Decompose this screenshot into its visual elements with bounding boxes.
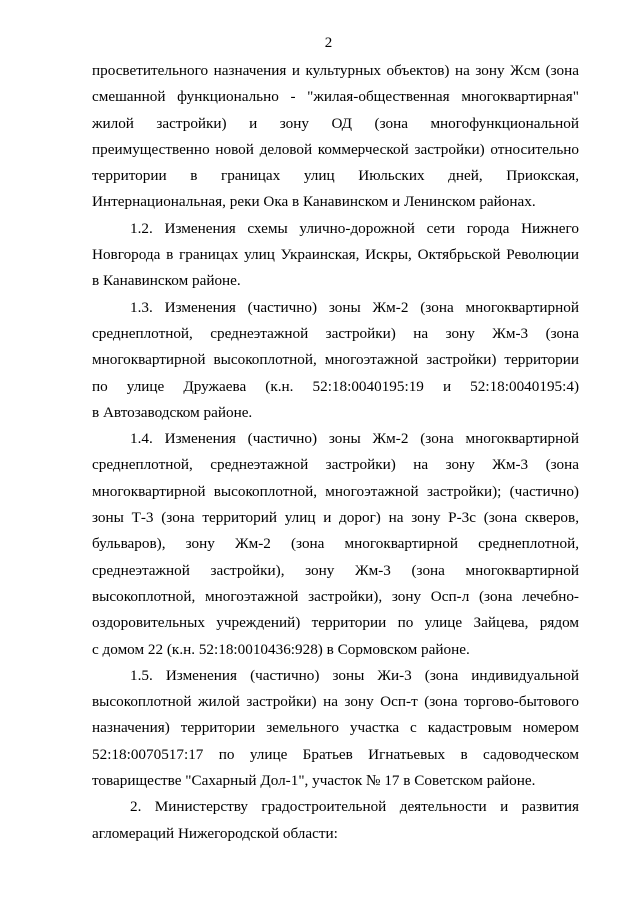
text-line: по улице Дружаева (к.н. 52:18:0040195:19 и 52:18:0040195:4) (92, 377, 579, 395)
document-page (92, 34, 579, 847)
text-line: Интернациональная, реки Ока в Канавинском и Ленинском районах. (92, 193, 536, 211)
text-line: многоквартирной высокоплотной, многоэтажной застройки); (частично) (92, 482, 579, 500)
text-line: среднеэтажной застройки), зону Жм-3 (зона многоквартирной (92, 561, 579, 579)
document-body (92, 58, 579, 847)
paragraph-intro-continuation (92, 58, 579, 216)
text-line: 1.4. Изменения (частично) зоны Жм-2 (зона многоквартирной (130, 430, 579, 448)
page-number: 2 (324, 35, 333, 51)
text-line: 1.5. Изменения (частично) зоны Жи-3 (зона индивидуальной (130, 666, 579, 684)
text-line: 1.3. Изменения (частично) зоны Жм-2 (зона многоквартирной (130, 298, 579, 316)
paragraph-item-2 (92, 794, 579, 847)
text-line: товариществе "Сахарный Дол-1", участок № 17 в Советском районе. (92, 772, 536, 790)
paragraph-item-1-4 (92, 426, 579, 663)
paragraph-item-1-5 (92, 663, 579, 794)
text-line: среднеплотной, среднеэтажной застройки) на зону Жм-3 (зона (92, 456, 579, 474)
text-line: агломераций Нижегородской области: (92, 824, 338, 842)
text-line: назначения) территории земельного участка с кадастровым номером (92, 719, 579, 737)
text-line: бульваров), зону Жм-2 (зона многоквартирной среднеплотной, (92, 535, 579, 553)
text-line: с домом 22 (к.н. 52:18:0010436:928) в Сормовском районе. (92, 640, 470, 658)
text-line: 1.2. Изменения схемы улично-дорожной сети города Нижнего (130, 219, 579, 237)
text-line: 2. Министерству градостроительной деятельности и развития (130, 798, 579, 816)
text-line: высокоплотной жилой застройки) на зону Осп-т (зона торгово-бытового (92, 693, 579, 711)
text-line: Новгорода в границах улиц Украинская, Искры, Октябрьской Революции (92, 246, 579, 264)
text-line: оздоровительных учреждений) территории по улице Зайцева, рядом (92, 614, 579, 632)
text-line: преимущественно новой деловой коммерческой застройки) относительно (92, 140, 579, 158)
text-line: жилой застройки) и зону ОД (зона многофункциональной (92, 114, 579, 132)
text-line: просветительного назначения и культурных объектов) на зону Жсм (зона (92, 62, 579, 79)
text-line: многоквартирной высокоплотной, многоэтажной застройки) территории (92, 351, 579, 369)
text-line: среднеплотной, среднеэтажной застройки) на зону Жм-3 (зона (92, 324, 579, 342)
paragraph-item-1-3 (92, 295, 579, 426)
text-line: зоны Т-3 (зона территорий улиц и дорог) на зону Р-3с (зона скверов, (92, 509, 579, 527)
text-line: в Канавинском районе. (92, 272, 241, 290)
text-line: 52:18:0070517:17 по улице Братьев Игнатьевых в садоводческом (92, 745, 579, 763)
text-line: смешанной функционально - "жилая-общественная многоквартирная" (92, 88, 579, 106)
text-line: территории в границах улиц Июльских дней, Приокская, (92, 167, 579, 185)
text-line: высокоплотной, многоэтажной застройки), зону Осп-л (зона лечебно- (92, 587, 579, 605)
text-line: в Автозаводском районе. (92, 403, 253, 421)
paragraph-item-1-2 (92, 216, 579, 295)
